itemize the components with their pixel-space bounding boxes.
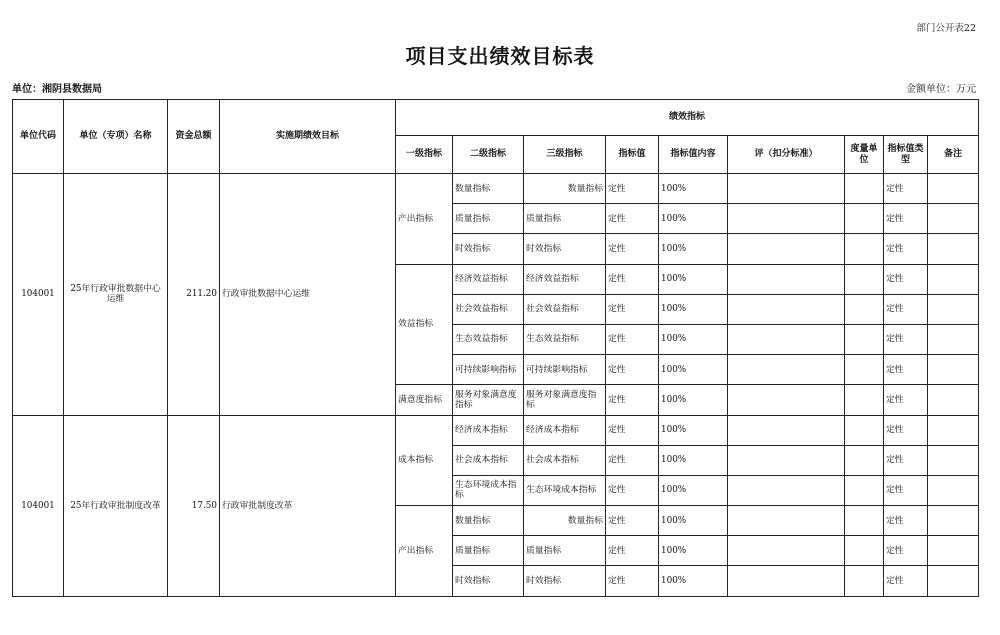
measure-unit-cell	[845, 324, 884, 354]
value-content-cell: 100%	[659, 506, 728, 536]
remark-cell	[928, 536, 979, 566]
value-type-cell: 定性	[884, 536, 928, 566]
criteria-cell	[728, 294, 845, 324]
level2-cell: 质量指标	[453, 204, 524, 234]
remark-cell	[928, 324, 979, 354]
remark-cell	[928, 415, 979, 445]
criteria-cell	[728, 445, 845, 475]
header-level1: 一级指标	[396, 136, 453, 174]
goal-cell: 行政审批制度改革	[220, 415, 396, 596]
level2-cell: 服务对象满意度指标	[453, 385, 524, 415]
measure-unit-cell	[845, 204, 884, 234]
remark-cell	[928, 445, 979, 475]
level2-cell: 时效指标	[453, 566, 524, 596]
criteria-cell	[728, 204, 845, 234]
page-title: 项目支出绩效目标表	[405, 44, 595, 68]
level3-cell: 经济效益指标	[524, 264, 606, 294]
value-type-cell: 定性	[884, 174, 928, 204]
header-total-funds: 资金总额	[168, 100, 220, 174]
criteria-cell	[728, 234, 845, 264]
value-content-cell: 100%	[659, 204, 728, 234]
total-funds-cell: 17.50	[168, 415, 220, 596]
level1-cell: 满意度指标	[396, 385, 453, 415]
level2-cell: 生态效益指标	[453, 324, 524, 354]
value-cell: 定性	[606, 566, 659, 596]
criteria-cell	[728, 324, 845, 354]
measure-unit-cell	[845, 536, 884, 566]
header-level3: 三级指标	[524, 136, 606, 174]
level3-cell: 时效指标	[524, 566, 606, 596]
remark-cell	[928, 355, 979, 385]
value-cell: 定性	[606, 475, 659, 505]
level2-cell: 社会效益指标	[453, 294, 524, 324]
value-type-cell: 定性	[884, 566, 928, 596]
criteria-cell	[728, 536, 845, 566]
criteria-cell	[728, 475, 845, 505]
value-type-cell: 定性	[884, 475, 928, 505]
value-content-cell: 100%	[659, 385, 728, 415]
level2-cell: 数量指标	[453, 506, 524, 536]
value-type-cell: 定性	[884, 264, 928, 294]
level2-cell: 经济成本指标	[453, 415, 524, 445]
value-cell: 定性	[606, 204, 659, 234]
header-measure-unit: 度量单位	[845, 136, 884, 174]
level3-cell: 质量指标	[524, 204, 606, 234]
value-content-cell: 100%	[659, 294, 728, 324]
table-number-note: 部门公开表22	[916, 23, 976, 34]
table-body	[13, 174, 979, 597]
value-cell: 定性	[606, 506, 659, 536]
remark-cell	[928, 385, 979, 415]
level3-cell: 社会成本指标	[524, 445, 606, 475]
value-content-cell: 100%	[659, 355, 728, 385]
header-value-content: 指标值内容	[659, 136, 728, 174]
criteria-cell	[728, 566, 845, 596]
level3-cell: 可持续影响指标	[524, 355, 606, 385]
header-unit-code: 单位代码	[13, 100, 64, 174]
measure-unit-cell	[845, 566, 884, 596]
value-cell: 定性	[606, 536, 659, 566]
criteria-cell	[728, 355, 845, 385]
level1-cell: 成本指标	[396, 415, 453, 506]
measure-unit-cell	[845, 294, 884, 324]
value-cell: 定性	[606, 355, 659, 385]
level2-cell: 质量指标	[453, 536, 524, 566]
value-cell: 定性	[606, 294, 659, 324]
criteria-cell	[728, 415, 845, 445]
level3-cell: 生态环境成本指标	[524, 475, 606, 505]
value-cell: 定性	[606, 174, 659, 204]
value-cell: 定性	[606, 445, 659, 475]
header-unit-name: 单位（专项）名称	[64, 100, 168, 174]
total-funds-cell: 211.20	[168, 174, 220, 416]
remark-cell	[928, 174, 979, 204]
level1-cell: 产出指标	[396, 506, 453, 597]
goal-cell: 行政审批数据中心运维	[220, 174, 396, 416]
measure-unit-cell	[845, 234, 884, 264]
criteria-cell	[728, 174, 845, 204]
criteria-cell	[728, 385, 845, 415]
value-cell: 定性	[606, 385, 659, 415]
level3-cell: 社会效益指标	[524, 294, 606, 324]
remark-cell	[928, 506, 979, 536]
header-criteria: 评（扣分标准）	[728, 136, 845, 174]
measure-unit-cell	[845, 385, 884, 415]
amount-unit-label: 金额单位：万元	[906, 84, 976, 95]
level3-cell: 质量指标	[524, 536, 606, 566]
unit-name-cell: 25年行政审批数据中心运维	[64, 174, 168, 416]
value-content-cell: 100%	[659, 536, 728, 566]
value-cell: 定性	[606, 264, 659, 294]
value-type-cell: 定性	[884, 294, 928, 324]
value-cell: 定性	[606, 415, 659, 445]
remark-cell	[928, 294, 979, 324]
value-content-cell: 100%	[659, 415, 728, 445]
value-content-cell: 100%	[659, 174, 728, 204]
value-type-cell: 定性	[884, 445, 928, 475]
header-level2: 二级指标	[453, 136, 524, 174]
value-content-cell: 100%	[659, 566, 728, 596]
table-row	[13, 415, 979, 445]
value-content-cell: 100%	[659, 445, 728, 475]
level2-cell: 时效指标	[453, 234, 524, 264]
value-type-cell: 定性	[884, 415, 928, 445]
level3-cell: 生态效益指标	[524, 324, 606, 354]
level2-cell: 社会成本指标	[453, 445, 524, 475]
value-content-cell: 100%	[659, 324, 728, 354]
unit-code-cell: 104001	[13, 174, 64, 416]
level1-cell: 效益指标	[396, 264, 453, 385]
measure-unit-cell	[845, 445, 884, 475]
level3-cell: 时效指标	[524, 234, 606, 264]
criteria-cell	[728, 264, 845, 294]
table-row	[13, 174, 979, 204]
level3-cell: 经济成本指标	[524, 415, 606, 445]
level3-cell: 服务对象满意度指标	[524, 385, 606, 415]
criteria-cell	[728, 506, 845, 536]
level2-cell: 数量指标	[453, 174, 524, 204]
measure-unit-cell	[845, 174, 884, 204]
level3-cell: 数量指标	[524, 506, 606, 536]
header-value: 指标值	[606, 136, 659, 174]
unit-label: 单位：湘阴县数据局	[12, 84, 102, 95]
measure-unit-cell	[845, 475, 884, 505]
remark-cell	[928, 566, 979, 596]
level2-cell: 可持续影响指标	[453, 355, 524, 385]
header-goal: 实施期绩效目标	[220, 100, 396, 174]
unit-name-cell: 25年行政审批制度改革	[64, 415, 168, 596]
header-remark: 备注	[928, 136, 979, 174]
measure-unit-cell	[845, 264, 884, 294]
remark-cell	[928, 264, 979, 294]
value-content-cell: 100%	[659, 264, 728, 294]
measure-unit-cell	[845, 415, 884, 445]
header-value-type: 指标值类型	[884, 136, 928, 174]
value-content-cell: 100%	[659, 234, 728, 264]
value-type-cell: 定性	[884, 506, 928, 536]
measure-unit-cell	[845, 355, 884, 385]
header-performance-indicators: 绩效指标	[396, 100, 979, 136]
level2-cell: 生态环境成本指标	[453, 475, 524, 505]
measure-unit-cell	[845, 506, 884, 536]
value-type-cell: 定性	[884, 385, 928, 415]
value-content-cell: 100%	[659, 475, 728, 505]
value-cell: 定性	[606, 324, 659, 354]
value-type-cell: 定性	[884, 204, 928, 234]
level1-cell: 产出指标	[396, 174, 453, 265]
level2-cell: 经济效益指标	[453, 264, 524, 294]
value-type-cell: 定性	[884, 324, 928, 354]
remark-cell	[928, 204, 979, 234]
remark-cell	[928, 234, 979, 264]
remark-cell	[928, 475, 979, 505]
performance-target-table	[12, 99, 979, 597]
unit-code-cell: 104001	[13, 415, 64, 596]
value-type-cell: 定性	[884, 234, 928, 264]
level3-cell: 数量指标	[524, 174, 606, 204]
value-type-cell: 定性	[884, 355, 928, 385]
value-cell: 定性	[606, 234, 659, 264]
